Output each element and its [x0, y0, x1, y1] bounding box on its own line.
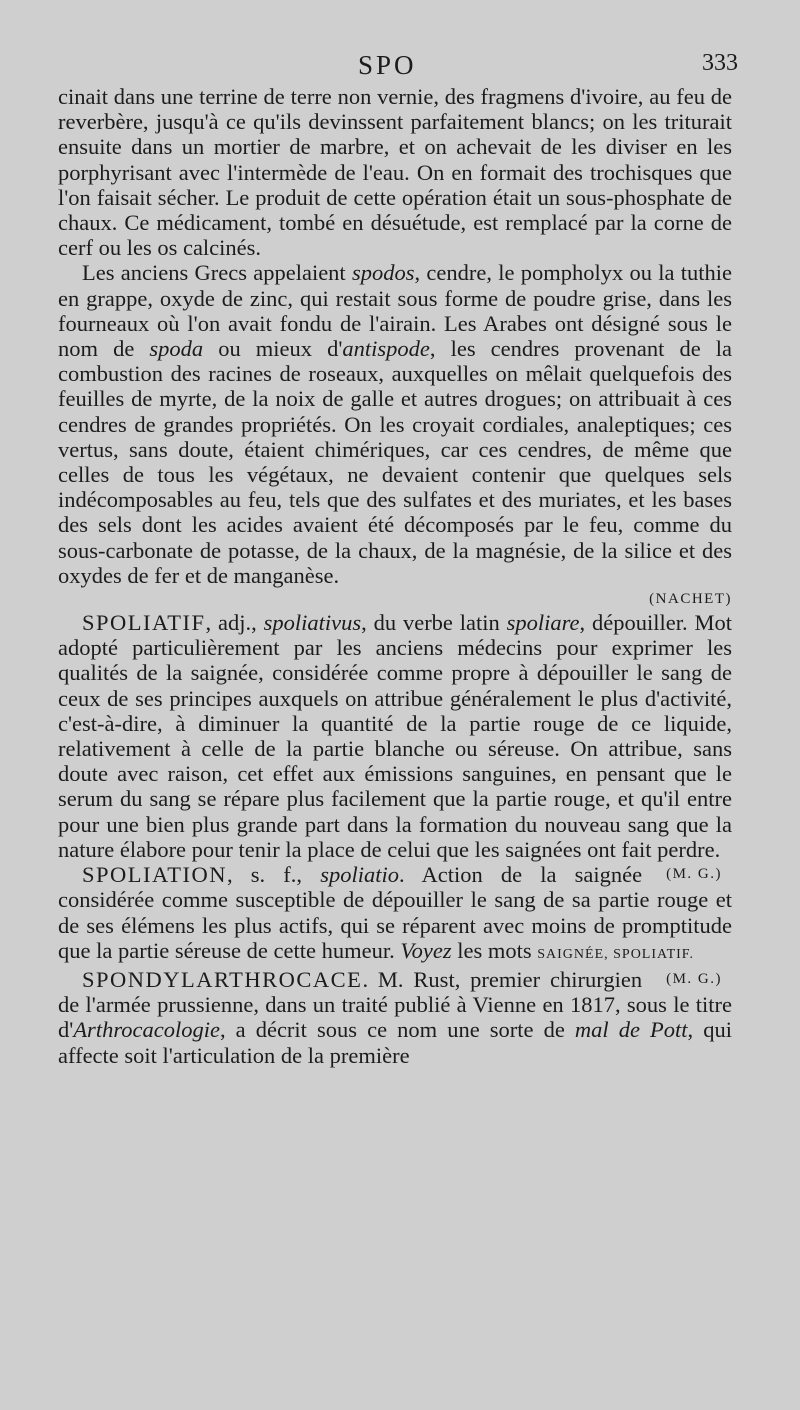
text-run: , s. f.,: [227, 862, 321, 888]
entry-spondylarthrocace: [58, 967, 732, 1068]
cross-reference: SAIGNÉE, SPOLIATIF.: [537, 946, 694, 962]
italic-term: spoliare: [506, 610, 580, 636]
text-run: , du verbe latin: [361, 610, 507, 636]
italic-term: antispode: [342, 336, 430, 362]
page-number: 333: [702, 50, 738, 76]
text-run: , les cendres provenant de la combustion des racines de roseaux, auxquelles on mêlait quelquefois des feuilles de myrte, de la noix de galle et autres drogues; on attribuait à ces cendres de grandes propriétés. On les croyait cordiales, analeptiques; ces vertus, sans doute, étaient chimériques, car ces cendres, de même que celles de tous les végétaux, ne devaient contenir que quelques sels indécomposables au feu, tels que des sulfates et des muriates, et les bases des sels dont les acides avaient été décomposés par le feu, comme du sous-carbonate de potasse, de la chaux, de la magnésie, de la silice et des oxydes de fer et de manganèse.: [58, 336, 732, 588]
italic-term: mal de Pott: [574, 1017, 688, 1043]
entry-headword: SPOLIATION: [82, 862, 228, 888]
author-signature: (M. G.): [666, 866, 722, 883]
running-title: SPO: [358, 50, 417, 80]
text-run: , a décrit sous ce nom une sorte de: [219, 1017, 575, 1043]
text-run: , dépouiller. Mot adopté particulièrement par les anciens médecins pour exprimer les qualités de la saignée, considérée comme propre à dépouiller le sang de ceux de ses principes auxquels on attribue généralement le plus d'activité, c'est-à-dire, à diminuer la quantité de la partie rouge de ce liquide, relativement à celle de la partie blanche ou séreuse. On attribue, sans doute avec raison, cet effet aux émissions sanguines, en pensant que le serum du sang se répare plus facilement que la partie rouge, et qu'il entre pour une bien plus grande part dans la formation du nouveau sang que la nature élabore pour tenir la place de celui que les saignées ont fait perdre.: [58, 610, 732, 862]
running-head: [58, 50, 738, 84]
text-run: . Action de la saignée considérée comme susceptible de dépouiller le sang de sa partie rouge et de ses élémens les plus actifs, qui se réparent avec moins de promptitude que la partie séreuse de cette humeur.: [58, 862, 732, 963]
italic-term: Arthrocacologie: [73, 1017, 220, 1043]
text-run: Les anciens Grecs appelaient: [82, 260, 352, 286]
text-run: , adj.,: [205, 610, 264, 636]
paragraph-spodos: [58, 260, 732, 588]
text-run: , qui affecte soit l'articulation de la première: [58, 1017, 732, 1068]
italic-term: spoliatio: [320, 862, 399, 888]
italic-term: spodos: [351, 260, 415, 286]
italic-term: spoliativus: [263, 610, 362, 636]
text-run: , cendre, le pompholyx ou la tuthie en grappe, oxyde de zinc, qui restait sous forme de poudre grise, dans les fourneaux où l'on avait fondu de l'airain. Les Arabes ont désigné sous le nom de: [58, 260, 733, 362]
body-text: [58, 84, 732, 1068]
author-signature: (NACHET): [649, 591, 732, 608]
entry-headword: SPOLIATIF: [82, 610, 206, 636]
paragraph-continuation: [58, 84, 732, 260]
italic-term: Voyez: [400, 937, 452, 963]
entry-headword: SPONDYLARTHROCACE: [82, 966, 363, 992]
text-run: les mots: [451, 937, 538, 963]
author-signature: (M. G.): [666, 970, 722, 987]
text-run: cinait dans une terrine de terre non vernie, des fragmens d'ivoire, au feu de reverbère, jusqu'à ce qu'ils devinssent parfaitement blancs; on les triturait ensuite dans un mortier de marbre, et on achevait de les diviser en les porphyrisant avec l'intermède de l'eau. On en formait des trochisques que l'on faisait sécher. Le produit de cette opération était un sous-phosphate de chaux. Ce médicament, tombé en désuétude, est remplacé par la corne de cerf ou les os calcinés.: [58, 84, 732, 261]
italic-term: spoda: [149, 336, 204, 362]
text-run: ou mieux d': [203, 336, 343, 362]
text-run: . M. Rust, premier chirurgien de l'armée prussienne, dans un traité publié à Vienne en 1817, sous le titre d': [58, 966, 732, 1043]
